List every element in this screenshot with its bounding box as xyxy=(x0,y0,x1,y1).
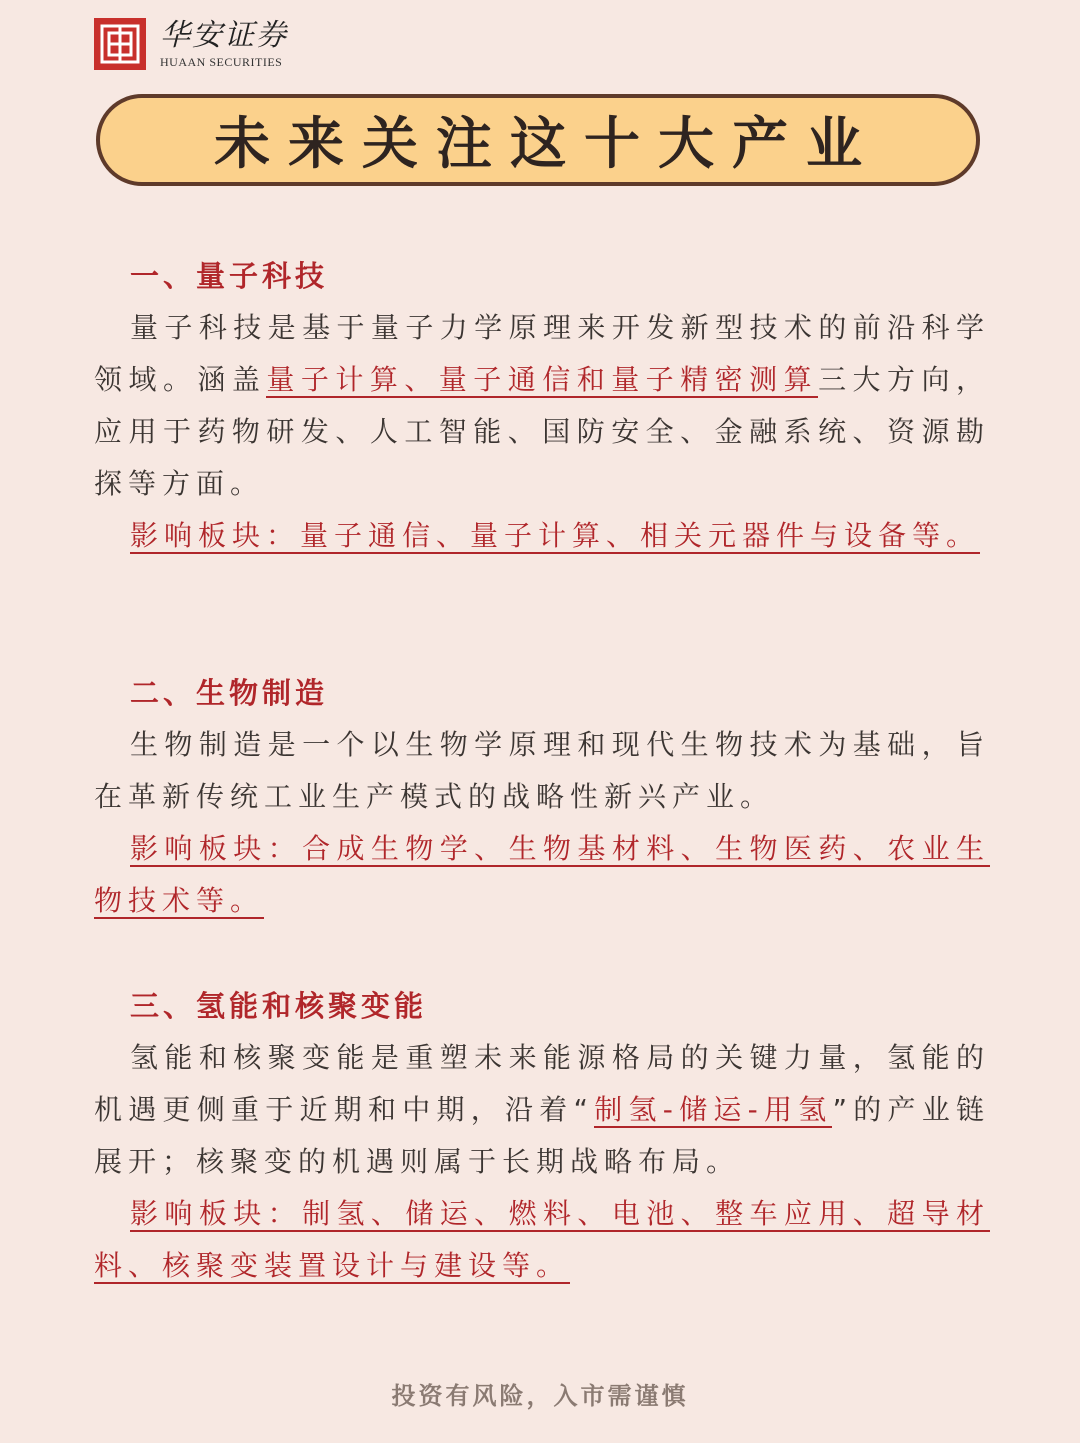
section-biomanufacturing xyxy=(94,667,990,927)
body-text: ”的产业链展开；核聚变的机遇则属于长期战略布局。 xyxy=(94,1093,990,1178)
impact-text: 影响板块：量子通信、量子计算、相关元器件与设备等。 xyxy=(130,519,981,552)
impact-sectors xyxy=(94,510,990,562)
section-quantum xyxy=(94,250,990,562)
body-text: 量子科技是基于量子力学原理来开发新型技术的前沿科学领域。涵盖 xyxy=(94,311,990,396)
body-text: 生物制造是一个以生物学原理和现代生物技术为基础，旨在革新传统工业生产模式的战略性新兴产业。 xyxy=(94,728,990,813)
highlight-text: 制氢-储运-用氢 xyxy=(594,1093,833,1126)
highlight-text: 量子计算、量子通信和量子精密测算 xyxy=(266,363,819,396)
section-hydrogen-fusion xyxy=(94,980,990,1292)
brand-logo xyxy=(94,18,288,70)
section-heading: 一、量子科技 xyxy=(130,259,329,293)
section-body xyxy=(94,302,990,510)
impact-text: 影响板块：合成生物学、生物基材料、生物医药、农业生物技术等。 xyxy=(94,832,990,917)
section-body xyxy=(94,719,990,823)
body-text: 氢能和核聚变能是重塑未来能源格局的关键力量，氢能的机遇更侧重于近期和中期，沿着“ xyxy=(94,1041,990,1126)
title-banner xyxy=(96,94,980,186)
brand-name-cn: 华安证券 xyxy=(160,17,288,53)
impact-text: 影响板块：制氢、储运、燃料、电池、整车应用、超导材料、核聚变装置设计与建设等。 xyxy=(94,1197,990,1282)
impact-sectors xyxy=(94,823,990,927)
impact-sectors xyxy=(94,1188,990,1292)
body-text: 三大方向，应用于药物研发、人工智能、国防安全、金融系统、资源勘探等方面。 xyxy=(94,363,990,500)
page-title: 未来关注这十大产业 xyxy=(214,112,880,177)
brand-name-en: HUAAN SECURITIES xyxy=(160,54,283,69)
section-heading: 三、氢能和核聚变能 xyxy=(130,989,428,1023)
section-body xyxy=(94,1032,990,1188)
brand-seal-icon xyxy=(94,18,146,70)
risk-disclaimer: 投资有风险，入市需谨慎 xyxy=(391,1382,689,1410)
section-heading: 二、生物制造 xyxy=(130,676,329,710)
